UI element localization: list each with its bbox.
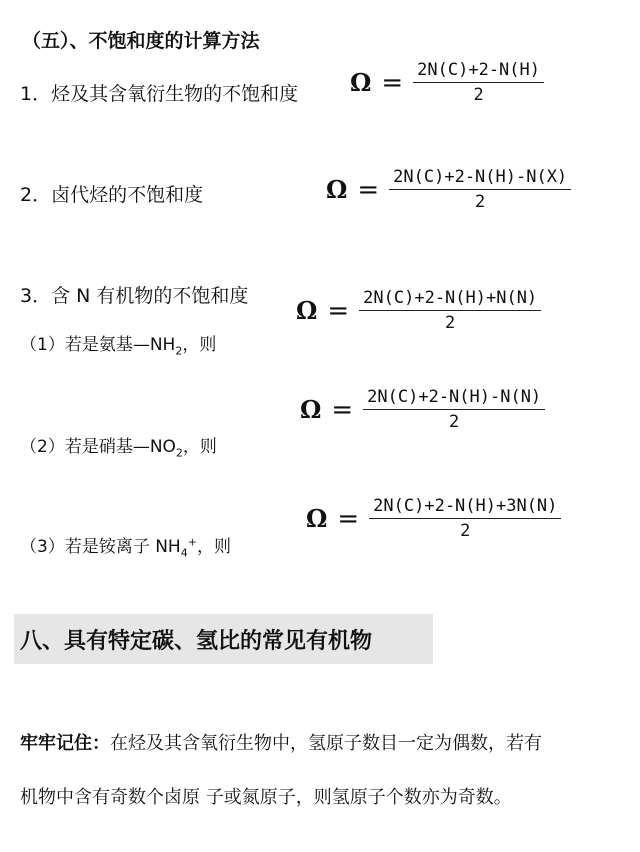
section-heading: （五）、不饱和度的计算方法: [22, 30, 260, 52]
formula-2: [326, 167, 571, 212]
note-line-1: [20, 730, 632, 758]
omega-symbol: Ω: [300, 395, 322, 425]
subitem-2-label: [20, 432, 217, 459]
formula-4: [300, 387, 545, 432]
denominator: 2: [473, 85, 484, 106]
omega-symbol: Ω: [350, 68, 372, 98]
numerator: 2N(C)+2-N(H)-N(N): [367, 387, 542, 407]
equals-sign: =: [337, 503, 360, 534]
denominator: 2: [445, 313, 456, 334]
note-label: 牢牢记住：: [20, 733, 110, 754]
numerator: 2N(C)+2-N(H)+3N(N): [373, 496, 558, 516]
numerator: 2N(C)+2-N(H): [417, 60, 540, 80]
omega-symbol: Ω: [326, 175, 348, 205]
subitem-text: （3）若是铵离子 NH: [20, 537, 181, 557]
omega-symbol: Ω: [306, 504, 328, 534]
fraction: [389, 167, 571, 212]
item-1-label: 1．烃及其含氧衍生物的不饱和度: [20, 83, 299, 105]
superscript: +: [187, 535, 197, 549]
subitem-suffix: ，则: [182, 335, 217, 355]
denominator: 2: [449, 412, 460, 433]
formula-3: [296, 288, 541, 333]
numerator: 2N(C)+2-N(H)+N(N): [363, 288, 538, 308]
equals-sign: =: [381, 67, 404, 98]
subitem-text: （2）若是硝基—NO: [20, 437, 176, 457]
subitem-text: （1）若是氨基—NH: [20, 335, 176, 355]
note-line-2: [20, 784, 632, 812]
subscript: 2: [175, 446, 183, 460]
equals-sign: =: [357, 174, 380, 205]
fraction: [359, 288, 541, 333]
subitem-1-label: [20, 330, 216, 357]
section-banner: [14, 614, 433, 664]
subscript: 4: [180, 546, 188, 560]
denominator: 2: [475, 192, 486, 213]
section-title: 八、具有特定碳、氢比的常见有机物: [20, 628, 373, 654]
subitem-3-label: [20, 532, 231, 559]
note-text-1: 在烃及其含氧衍生物中，氢原子数目一定为偶数，若有: [110, 733, 542, 754]
fraction: [413, 60, 544, 105]
fraction: [363, 387, 545, 432]
fraction: [369, 496, 561, 541]
subitem-suffix: ，则: [182, 437, 217, 457]
formula-1: [350, 60, 544, 105]
formula-5: [306, 496, 561, 541]
numerator: 2N(C)+2-N(H)-N(X): [393, 167, 568, 187]
item-3-label: 3．含 N 有机物的不饱和度: [20, 285, 249, 307]
equals-sign: =: [327, 295, 350, 326]
denominator: 2: [460, 521, 471, 542]
omega-symbol: Ω: [296, 296, 318, 326]
subscript: 2: [175, 344, 183, 358]
note-text-2: 机物中含有奇数个卤原 子或氮原子，则氢原子个数亦为奇数。: [20, 787, 512, 808]
equals-sign: =: [331, 394, 354, 425]
item-2-label: 2．卤代烃的不饱和度: [20, 184, 204, 206]
subitem-suffix: ，则: [196, 537, 231, 557]
